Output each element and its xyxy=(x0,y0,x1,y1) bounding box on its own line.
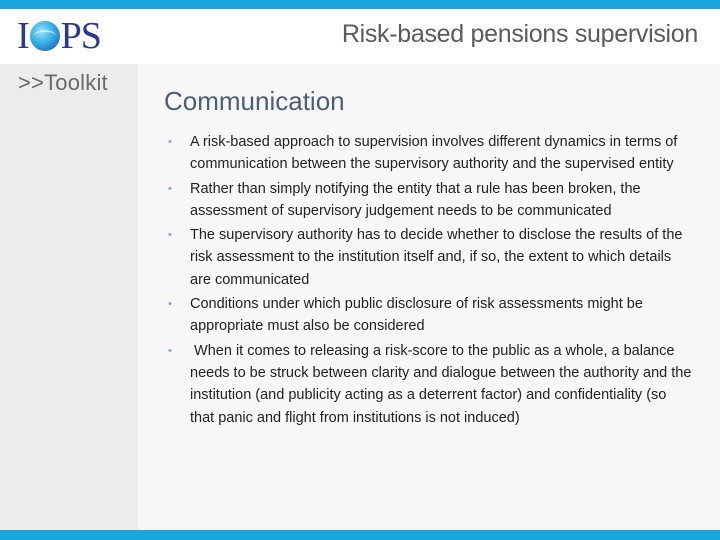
bullet-text: The supervisory authority has to decide whether to disclose the results of the risk assessment to the institution itself and, if so, the extent to which details are communicated xyxy=(190,227,683,288)
bullet-text: Conditions under which public disclosure of risk assessments might be appropriate must also be considered xyxy=(190,296,643,335)
iops-logo xyxy=(17,16,101,56)
bullet-icon: • xyxy=(168,344,172,357)
sidebar xyxy=(0,64,138,530)
list-item xyxy=(164,293,694,338)
toolkit-label: >>Toolkit xyxy=(18,70,108,95)
bullet-text: A risk-based approach to supervision involves different dynamics in terms of communication between the supervisory authority and the supervised entity xyxy=(190,134,678,173)
list-item xyxy=(164,340,694,429)
bullet-icon: • xyxy=(168,182,172,195)
bullet-text: When it comes to releasing a risk-score to the public as a whole, a balance needs to be struck between clarity and dialogue between the authority and the institution (and publicity acting as a deterrent factor) and confidentiality (so that panic and flight from institutions is not induced) xyxy=(190,342,696,426)
logo-letter-i: I xyxy=(17,15,29,57)
list-item xyxy=(164,131,694,176)
list-item xyxy=(164,178,694,223)
header-title: Risk-based pensions supervision xyxy=(341,20,698,48)
bullet-icon: • xyxy=(168,229,172,242)
top-accent-bar xyxy=(0,0,720,9)
bottom-accent-bar xyxy=(0,530,720,540)
bullet-text: Rather than simply notifying the entity that a rule has been broken, the assessment of supervisory judgement needs to be communicated xyxy=(190,180,641,219)
logo-letters-ps: PS xyxy=(60,15,101,57)
list-item xyxy=(164,224,694,291)
bullet-list xyxy=(164,131,694,431)
globe-icon xyxy=(30,21,60,51)
bullet-icon: • xyxy=(168,136,172,148)
bullet-icon: • xyxy=(168,298,172,311)
page-title: Communication xyxy=(164,86,345,116)
